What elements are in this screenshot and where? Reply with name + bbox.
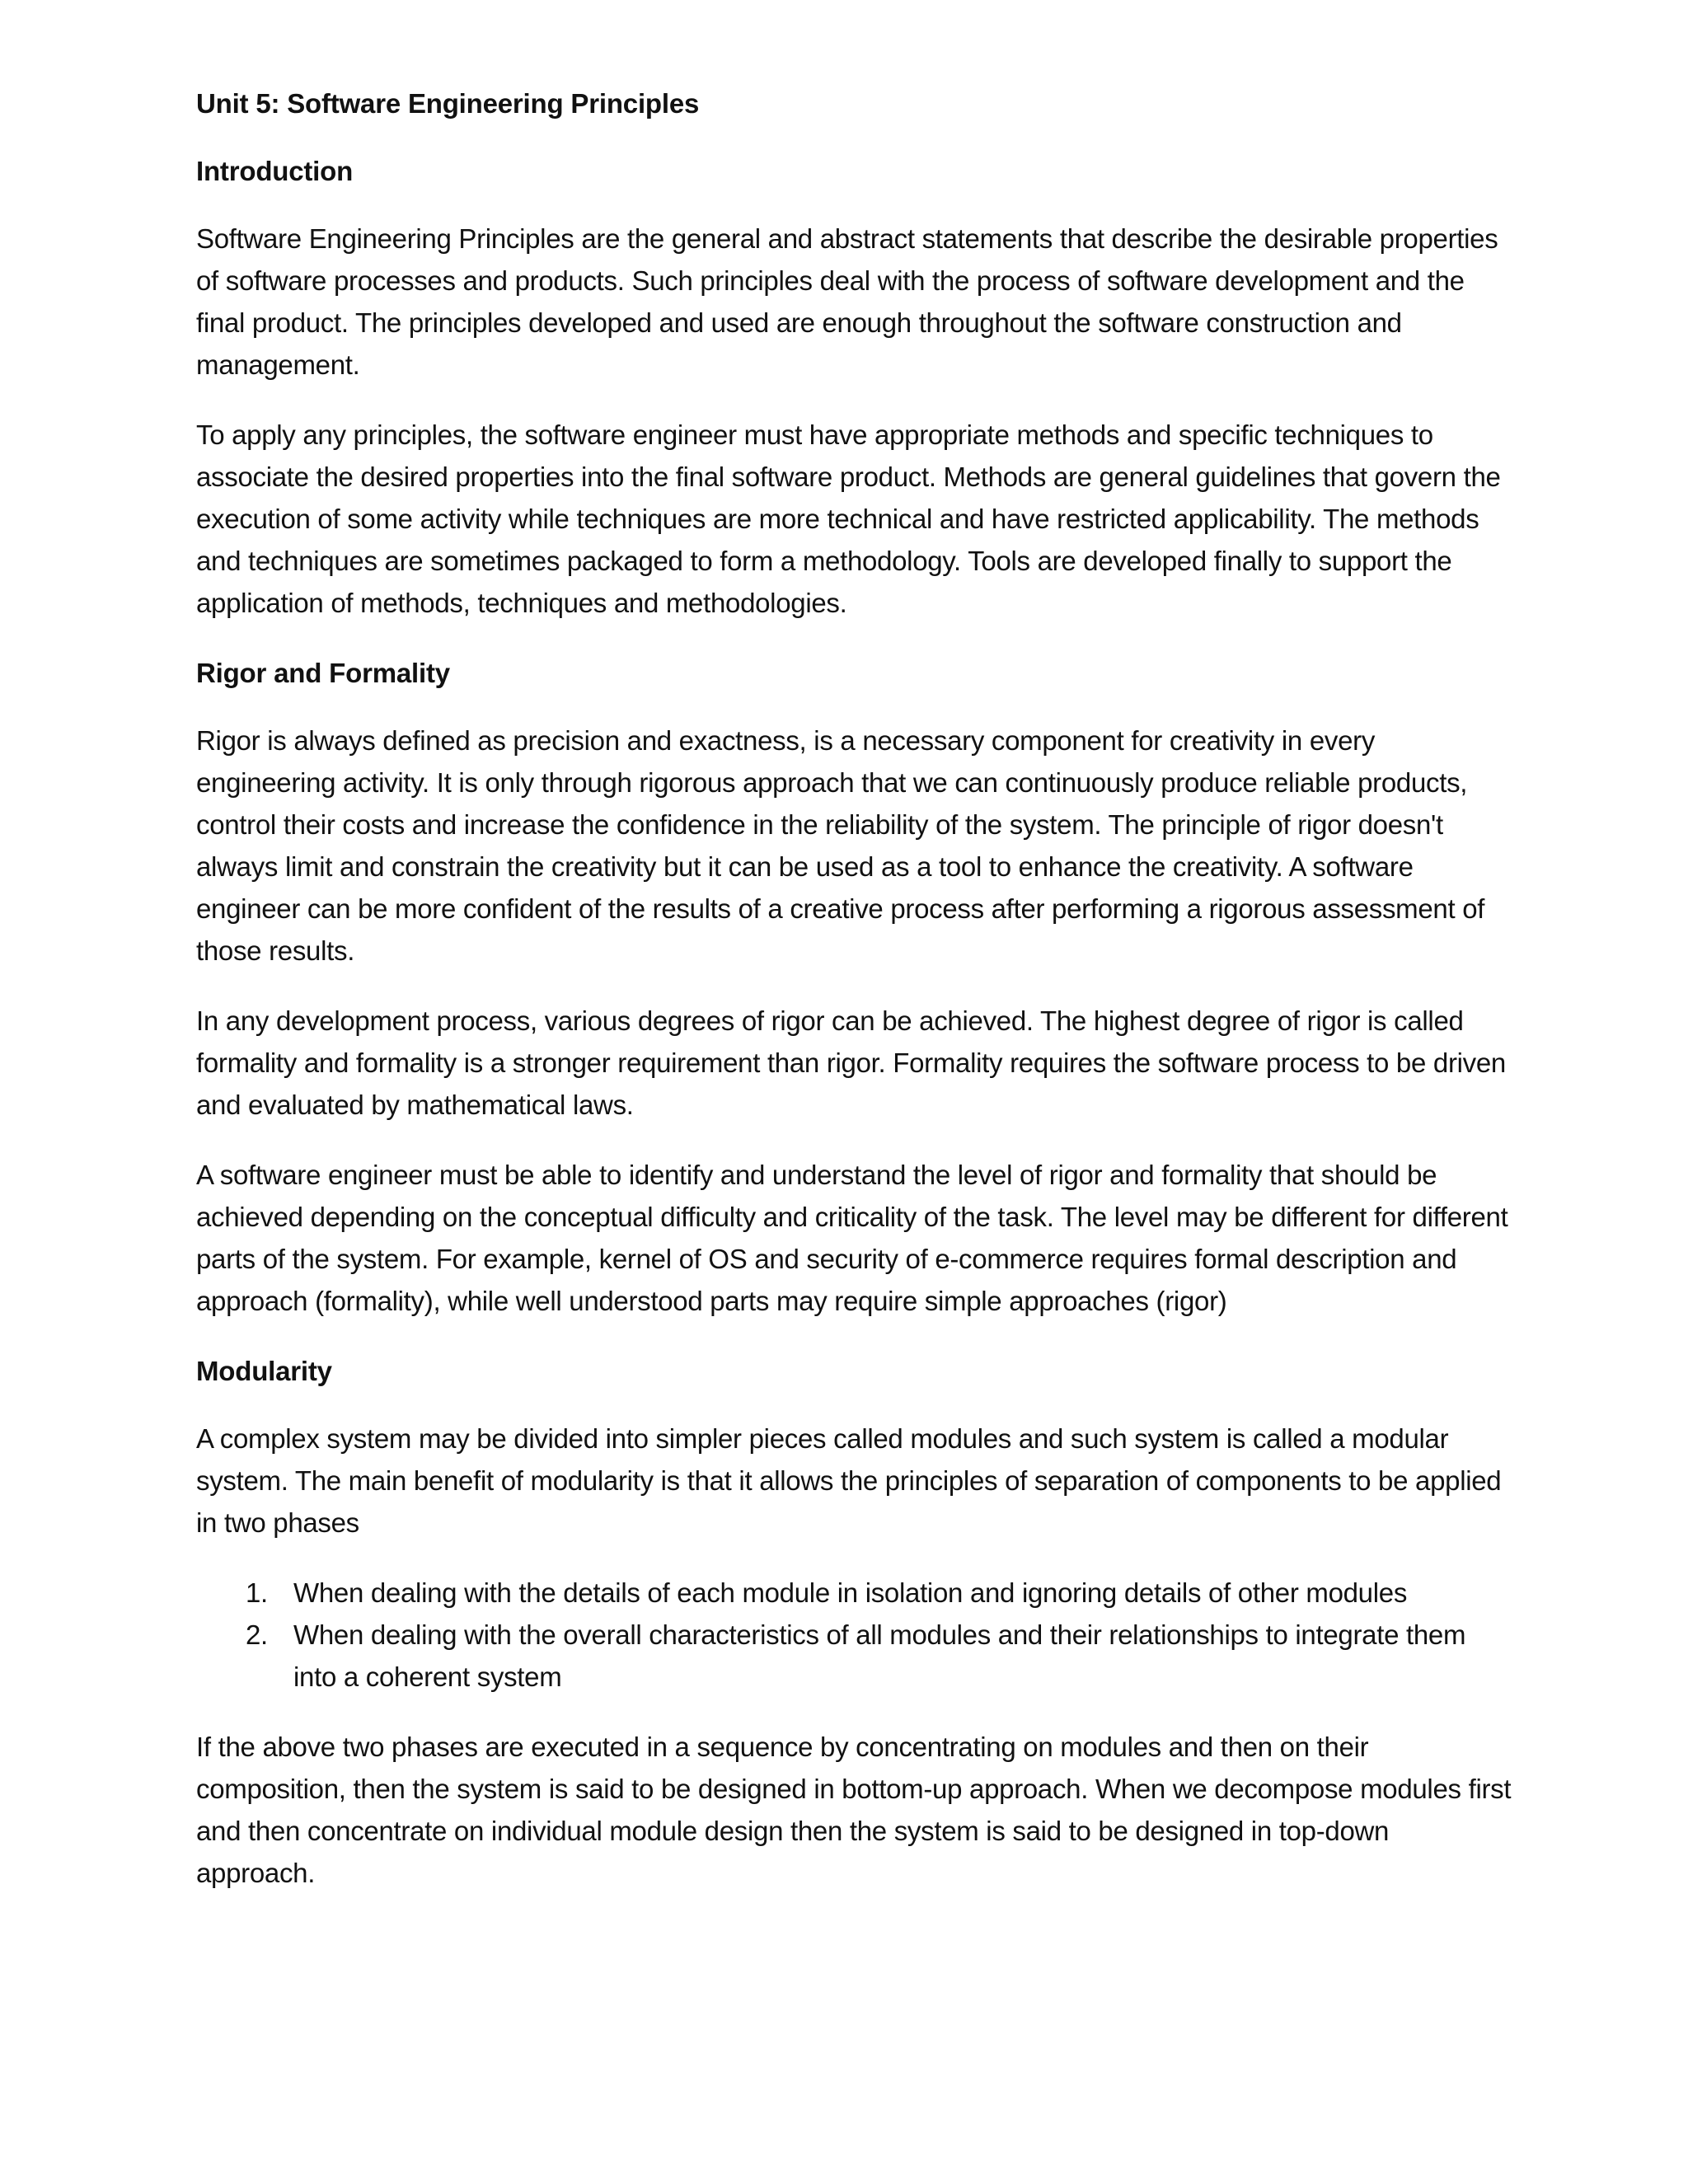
list-number: 2. bbox=[246, 1619, 268, 1650]
paragraph: A software engineer must be able to identify and understand the level of rigor and formality that should be achieved depending on the conceptual difficulty and criticality of the task. The level may be different for different parts of the system. For example, kernel of OS and security of e-commerce requires formal description and approach (formality), while well understood parts may require simple approaches (rigor) bbox=[196, 1160, 1508, 1316]
list-item-text: When dealing with the overall characteristics of all modules and their relationships to integrate them into a coherent system bbox=[293, 1619, 1466, 1692]
list-item bbox=[196, 1572, 1515, 1614]
document-title: Unit 5: Software Engineering Principles bbox=[196, 88, 700, 119]
section-heading-modularity: Modularity bbox=[196, 1356, 332, 1386]
section-heading-introduction: Introduction bbox=[196, 156, 354, 186]
section-heading-rigor-formality: Rigor and Formality bbox=[196, 658, 450, 688]
paragraph: In any development process, various degrees of rigor can be achieved. The highest degree of rigor is called formality and formality is a stronger requirement than rigor. Formality requires the software process to be driven and evaluated by mathematical laws. bbox=[196, 1005, 1506, 1120]
numbered-list bbox=[196, 1572, 1515, 1698]
list-item-text: When dealing with the details of each module in isolation and ignoring details of other modules bbox=[293, 1577, 1408, 1608]
list-item bbox=[196, 1614, 1515, 1698]
paragraph: Rigor is always defined as precision and exactness, is a necessary component for creativity in every engineering activity. It is only through rigorous approach that we can continuously produce reliable products, control their costs and increase the confidence in the reliability of the system. The principle of rigor doesn't always limit and constrain the creativity but it can be used as a tool to enhance the creativity. A software engineer can be more confident of the results of a creative process after performing a rigorous assessment of those results. bbox=[196, 725, 1485, 966]
paragraph: To apply any principles, the software engineer must have appropriate methods and specific techniques to associate the desired properties into the final software product. Methods are general guidelines that govern the execution of some activity while techniques are more technical and have restricted applicability. The methods and techniques are sometimes packaged to form a methodology. Tools are developed finally to support the application of methods, techniques and methodologies. bbox=[196, 419, 1501, 618]
paragraph: A complex system may be divided into simpler pieces called modules and such system is called a modular system. The main benefit of modularity is that it allows the principles of separation of components to be applied in two phases bbox=[196, 1423, 1502, 1538]
list-number: 1. bbox=[246, 1577, 268, 1608]
paragraph: Software Engineering Principles are the general and abstract statements that describe the desirable properties of software processes and products. Such principles deal with the process of software development and the final product. The principles developed and used are enough throughout the software construction and management. bbox=[196, 223, 1498, 380]
paragraph: If the above two phases are executed in a sequence by concentrating on modules and then on their composition, then the system is said to be designed in bottom-up approach. When we decompose modules first and then concentrate on individual module design then the system is said to be designed in top-down approach. bbox=[196, 1732, 1512, 1888]
document-page bbox=[196, 82, 1515, 1922]
